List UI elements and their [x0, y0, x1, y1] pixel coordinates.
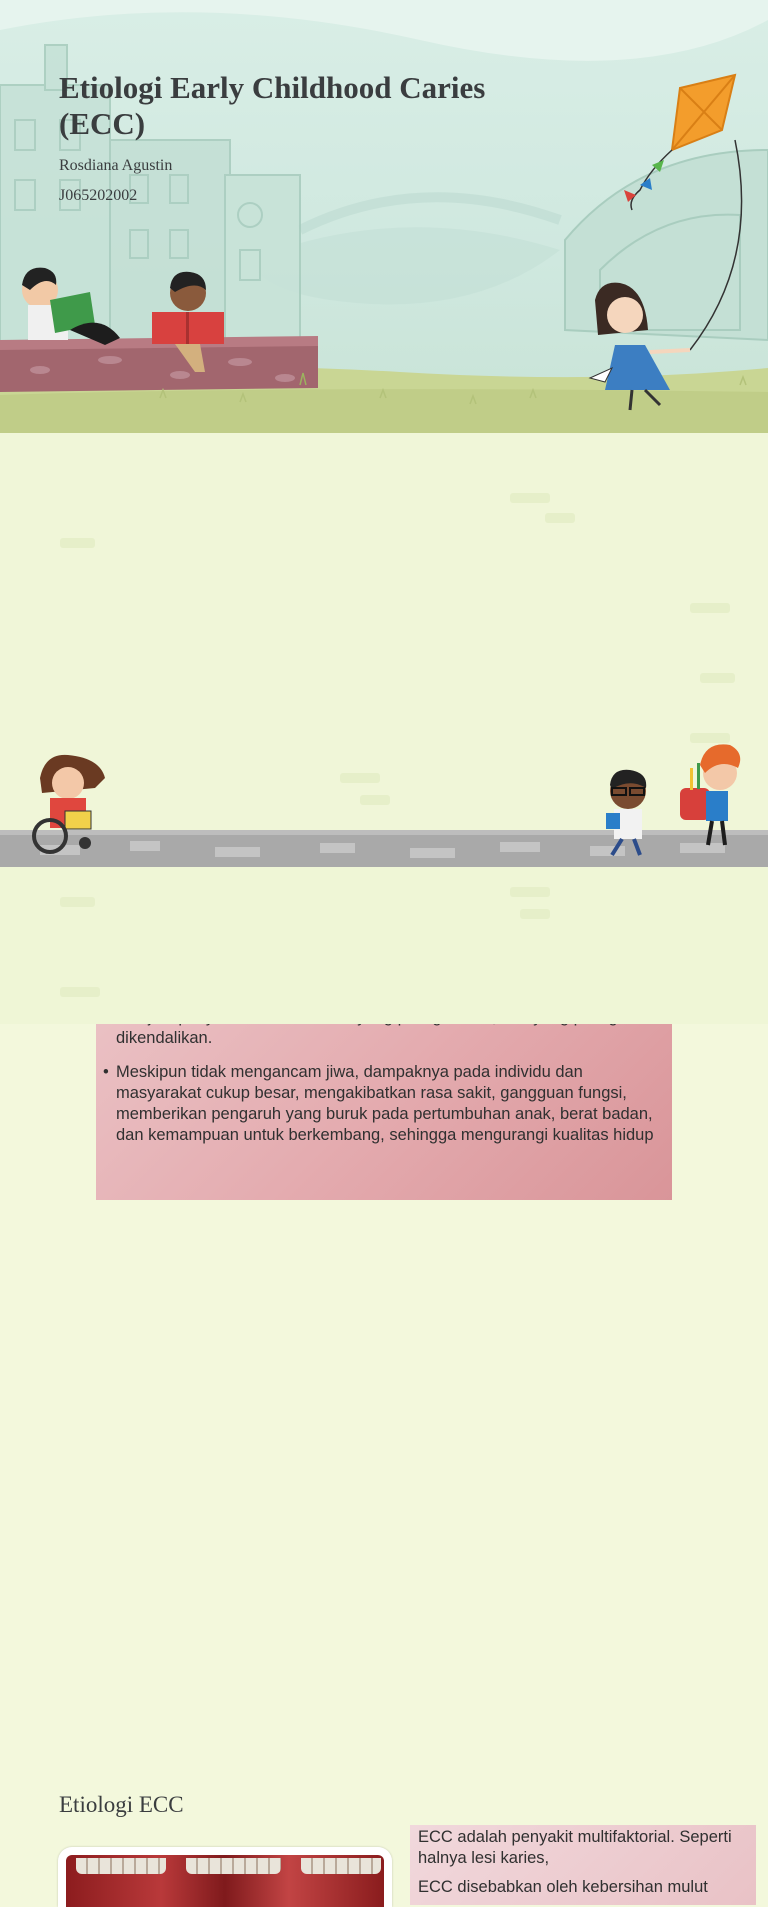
bullet-item: • dikendalikan.	[116, 986, 662, 1049]
teeth-row	[301, 1858, 381, 1874]
title-slide	[0, 0, 768, 433]
etiology-text: ECC disebabkan oleh kebersihan mulut	[418, 1878, 708, 1896]
student-id: J065202002	[59, 187, 138, 204]
etiology-text: ECC adalah penyakit multifaktorial. Seperti halnya lesi karies,	[418, 1828, 732, 1867]
etiology-text-box	[410, 1825, 756, 1905]
section-heading: Etiologi ECC	[59, 1792, 184, 1817]
title-slide-illustration	[0, 0, 768, 433]
sky-swirl	[0, 0, 768, 61]
faint-bricks	[60, 887, 550, 997]
etiology-slide-background	[0, 867, 768, 1024]
bullet-item: • Meskipun tidak mengancam jiwa, dampaknya pada individu dan masyarakat cukup besar, mengakibatkan rasa sakit, gangguan fungsi, memberikan pengaruh yang buruk pada pertumbuhan anak, berat badan, dan kemampuan untuk berkembang, sehingga mengurangi kualitas hidup	[116, 1062, 662, 1146]
author-name: Rosdiana Agustin	[59, 157, 173, 174]
introduction-slide-illustration	[0, 433, 768, 867]
brick-wall	[0, 336, 318, 392]
faint-bricks	[60, 493, 735, 805]
road	[0, 830, 768, 867]
teeth-photo	[66, 1855, 384, 1907]
boy-with-backpack	[680, 744, 740, 845]
presentation-title: Etiologi Early Childhood Caries (ECC)	[59, 70, 486, 141]
teeth-photo-frame	[58, 1847, 392, 1907]
introduction-slide	[0, 433, 768, 1144]
teeth-row	[186, 1858, 281, 1874]
teeth-row	[76, 1858, 166, 1874]
sky-swirl	[300, 197, 560, 230]
